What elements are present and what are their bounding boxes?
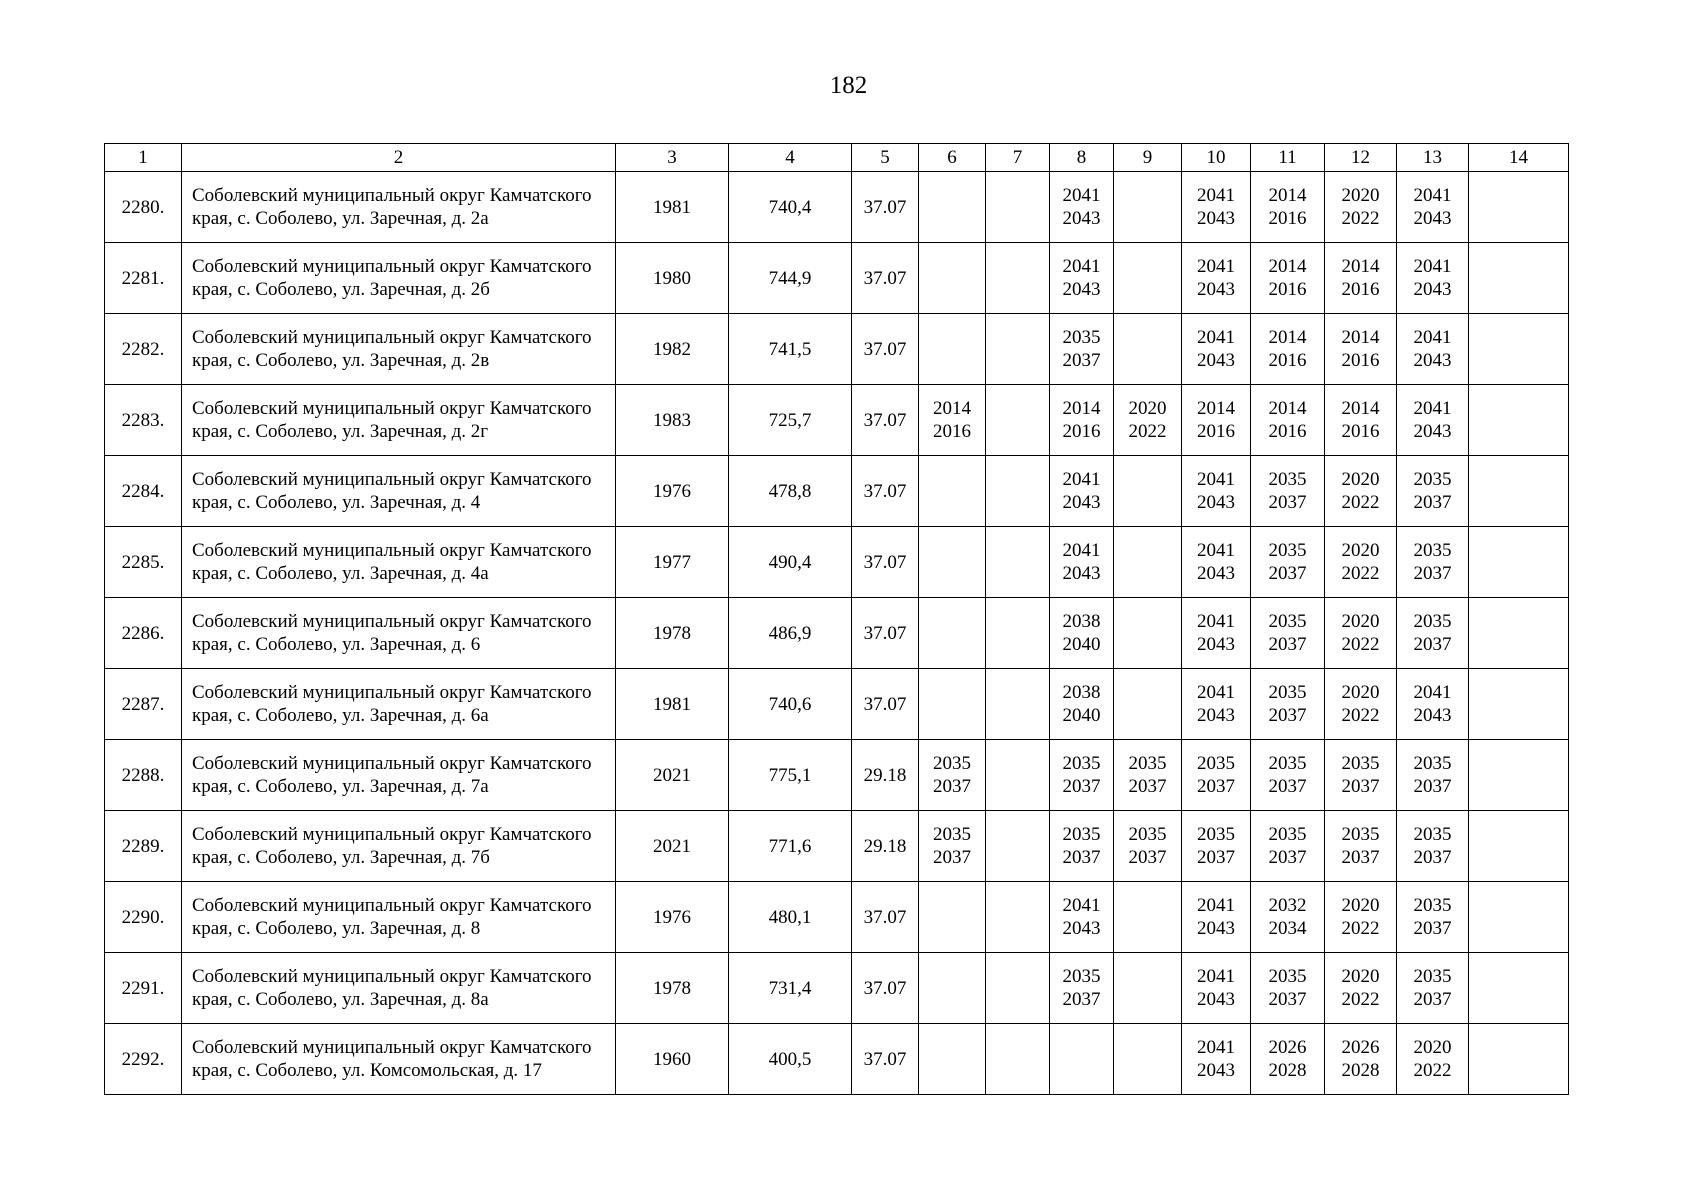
col6-cell: 2014 2016 bbox=[919, 385, 986, 456]
col13-cell: 2035 2037 bbox=[1397, 953, 1469, 1024]
col13-cell: 2041 2043 bbox=[1397, 385, 1469, 456]
address-cell: Соболевский муниципальный округ Камчатского края, с. Соболево, ул. Заречная, д. 4 bbox=[182, 456, 616, 527]
rate-cell: 37.07 bbox=[852, 172, 919, 243]
col12-cell: 2014 2016 bbox=[1325, 243, 1397, 314]
col13-cell: 2035 2037 bbox=[1397, 527, 1469, 598]
address-cell: Соболевский муниципальный округ Камчатского края, с. Соболево, ул. Заречная, д. 2в bbox=[182, 314, 616, 385]
table-row bbox=[105, 1024, 1569, 1095]
col10-cell: 2041 2043 bbox=[1182, 1024, 1251, 1095]
col8-cell: 2038 2040 bbox=[1050, 669, 1114, 740]
table-row bbox=[105, 882, 1569, 953]
col7-cell bbox=[986, 882, 1050, 953]
year-cell: 1976 bbox=[616, 456, 729, 527]
table-row bbox=[105, 243, 1569, 314]
row-number-cell: 2282. bbox=[105, 314, 182, 385]
area-cell: 725,7 bbox=[729, 385, 852, 456]
col8-cell: 2041 2043 bbox=[1050, 243, 1114, 314]
address-cell: Соболевский муниципальный округ Камчатского края, с. Соболево, ул. Заречная, д. 2б bbox=[182, 243, 616, 314]
row-number-cell: 2285. bbox=[105, 527, 182, 598]
area-cell: 740,4 bbox=[729, 172, 852, 243]
area-cell: 486,9 bbox=[729, 598, 852, 669]
col8-cell: 2041 2043 bbox=[1050, 882, 1114, 953]
col14-cell bbox=[1469, 527, 1569, 598]
col6-cell bbox=[919, 1024, 986, 1095]
col9-cell bbox=[1114, 1024, 1182, 1095]
column-header: 13 bbox=[1397, 144, 1469, 172]
col13-cell: 2041 2043 bbox=[1397, 314, 1469, 385]
year-cell: 2021 bbox=[616, 811, 729, 882]
col9-cell bbox=[1114, 527, 1182, 598]
col9-cell bbox=[1114, 669, 1182, 740]
col12-cell: 2020 2022 bbox=[1325, 527, 1397, 598]
area-cell: 731,4 bbox=[729, 953, 852, 1024]
col10-cell: 2041 2043 bbox=[1182, 882, 1251, 953]
table-row bbox=[105, 385, 1569, 456]
col7-cell bbox=[986, 527, 1050, 598]
row-number-cell: 2281. bbox=[105, 243, 182, 314]
address-cell: Соболевский муниципальный округ Камчатского края, с. Соболево, ул. Заречная, д. 6 bbox=[182, 598, 616, 669]
col11-cell: 2035 2037 bbox=[1251, 953, 1325, 1024]
address-cell: Соболевский муниципальный округ Камчатского края, с. Соболево, ул. Заречная, д. 2г bbox=[182, 385, 616, 456]
col7-cell bbox=[986, 811, 1050, 882]
col12-cell: 2020 2022 bbox=[1325, 882, 1397, 953]
area-cell: 490,4 bbox=[729, 527, 852, 598]
column-header: 9 bbox=[1114, 144, 1182, 172]
area-cell: 771,6 bbox=[729, 811, 852, 882]
rate-cell: 37.07 bbox=[852, 1024, 919, 1095]
column-header: 4 bbox=[729, 144, 852, 172]
col9-cell bbox=[1114, 882, 1182, 953]
rate-cell: 37.07 bbox=[852, 953, 919, 1024]
address-cell: Соболевский муниципальный округ Камчатского края, с. Соболево, ул. Заречная, д. 6а bbox=[182, 669, 616, 740]
col9-cell bbox=[1114, 172, 1182, 243]
col9-cell bbox=[1114, 598, 1182, 669]
rate-cell: 29.18 bbox=[852, 811, 919, 882]
col12-cell: 2014 2016 bbox=[1325, 314, 1397, 385]
col6-cell bbox=[919, 953, 986, 1024]
year-cell: 1982 bbox=[616, 314, 729, 385]
rate-cell: 37.07 bbox=[852, 598, 919, 669]
housing-registry-table bbox=[104, 143, 1569, 1095]
address-cell: Соболевский муниципальный округ Камчатского края, с. Соболево, ул. Заречная, д. 4а bbox=[182, 527, 616, 598]
column-header: 12 bbox=[1325, 144, 1397, 172]
col10-cell: 2041 2043 bbox=[1182, 172, 1251, 243]
col11-cell: 2026 2028 bbox=[1251, 1024, 1325, 1095]
row-number-cell: 2290. bbox=[105, 882, 182, 953]
table-row bbox=[105, 953, 1569, 1024]
col11-cell: 2035 2037 bbox=[1251, 740, 1325, 811]
col12-cell: 2020 2022 bbox=[1325, 456, 1397, 527]
col10-cell: 2041 2043 bbox=[1182, 243, 1251, 314]
table-row bbox=[105, 598, 1569, 669]
column-header: 2 bbox=[182, 144, 616, 172]
col12-cell: 2014 2016 bbox=[1325, 385, 1397, 456]
col12-cell: 2020 2022 bbox=[1325, 598, 1397, 669]
col8-cell bbox=[1050, 1024, 1114, 1095]
rate-cell: 37.07 bbox=[852, 882, 919, 953]
col14-cell bbox=[1469, 385, 1569, 456]
area-cell: 744,9 bbox=[729, 243, 852, 314]
col14-cell bbox=[1469, 953, 1569, 1024]
row-number-cell: 2283. bbox=[105, 385, 182, 456]
col6-cell: 2035 2037 bbox=[919, 811, 986, 882]
col10-cell: 2014 2016 bbox=[1182, 385, 1251, 456]
col11-cell: 2035 2037 bbox=[1251, 527, 1325, 598]
col7-cell bbox=[986, 740, 1050, 811]
table-row bbox=[105, 740, 1569, 811]
row-number-cell: 2288. bbox=[105, 740, 182, 811]
column-header: 3 bbox=[616, 144, 729, 172]
col13-cell: 2041 2043 bbox=[1397, 243, 1469, 314]
col13-cell: 2035 2037 bbox=[1397, 598, 1469, 669]
row-number-cell: 2289. bbox=[105, 811, 182, 882]
col11-cell: 2014 2016 bbox=[1251, 314, 1325, 385]
col12-cell: 2020 2022 bbox=[1325, 669, 1397, 740]
area-cell: 740,6 bbox=[729, 669, 852, 740]
col8-cell: 2014 2016 bbox=[1050, 385, 1114, 456]
row-number-cell: 2284. bbox=[105, 456, 182, 527]
col11-cell: 2014 2016 bbox=[1251, 385, 1325, 456]
year-cell: 1981 bbox=[616, 172, 729, 243]
col7-cell bbox=[986, 385, 1050, 456]
year-cell: 1976 bbox=[616, 882, 729, 953]
col9-cell: 2020 2022 bbox=[1114, 385, 1182, 456]
address-cell: Соболевский муниципальный округ Камчатского края, с. Соболево, ул. Заречная, д. 7а bbox=[182, 740, 616, 811]
col12-cell: 2035 2037 bbox=[1325, 740, 1397, 811]
column-header: 10 bbox=[1182, 144, 1251, 172]
col6-cell bbox=[919, 314, 986, 385]
table-row bbox=[105, 456, 1569, 527]
rate-cell: 37.07 bbox=[852, 456, 919, 527]
col14-cell bbox=[1469, 740, 1569, 811]
col14-cell bbox=[1469, 811, 1569, 882]
row-number-cell: 2291. bbox=[105, 953, 182, 1024]
col14-cell bbox=[1469, 598, 1569, 669]
col11-cell: 2035 2037 bbox=[1251, 598, 1325, 669]
col10-cell: 2041 2043 bbox=[1182, 669, 1251, 740]
table-row bbox=[105, 172, 1569, 243]
rate-cell: 29.18 bbox=[852, 740, 919, 811]
col10-cell: 2041 2043 bbox=[1182, 598, 1251, 669]
column-header: 5 bbox=[852, 144, 919, 172]
table-row bbox=[105, 811, 1569, 882]
row-number-cell: 2292. bbox=[105, 1024, 182, 1095]
year-cell: 1981 bbox=[616, 669, 729, 740]
col14-cell bbox=[1469, 456, 1569, 527]
col14-cell bbox=[1469, 314, 1569, 385]
col6-cell bbox=[919, 669, 986, 740]
col11-cell: 2035 2037 bbox=[1251, 456, 1325, 527]
col8-cell: 2041 2043 bbox=[1050, 527, 1114, 598]
table-body bbox=[105, 144, 1569, 1095]
row-number-cell: 2280. bbox=[105, 172, 182, 243]
col10-cell: 2041 2043 bbox=[1182, 953, 1251, 1024]
col14-cell bbox=[1469, 172, 1569, 243]
rate-cell: 37.07 bbox=[852, 314, 919, 385]
col9-cell: 2035 2037 bbox=[1114, 811, 1182, 882]
column-header: 1 bbox=[105, 144, 182, 172]
col11-cell: 2032 2034 bbox=[1251, 882, 1325, 953]
area-cell: 775,1 bbox=[729, 740, 852, 811]
page-number: 182 bbox=[829, 72, 868, 99]
area-cell: 478,8 bbox=[729, 456, 852, 527]
col14-cell bbox=[1469, 669, 1569, 740]
rate-cell: 37.07 bbox=[852, 243, 919, 314]
col11-cell: 2035 2037 bbox=[1251, 669, 1325, 740]
col9-cell bbox=[1114, 953, 1182, 1024]
col7-cell bbox=[986, 243, 1050, 314]
column-number-row bbox=[105, 144, 1569, 172]
rate-cell: 37.07 bbox=[852, 669, 919, 740]
col7-cell bbox=[986, 456, 1050, 527]
col8-cell: 2035 2037 bbox=[1050, 953, 1114, 1024]
table-row bbox=[105, 669, 1569, 740]
col14-cell bbox=[1469, 1024, 1569, 1095]
rate-cell: 37.07 bbox=[852, 527, 919, 598]
address-cell: Соболевский муниципальный округ Камчатского края, с. Соболево, ул. Заречная, д. 7б bbox=[182, 811, 616, 882]
col13-cell: 2035 2037 bbox=[1397, 811, 1469, 882]
col10-cell: 2035 2037 bbox=[1182, 811, 1251, 882]
year-cell: 1978 bbox=[616, 953, 729, 1024]
column-header: 14 bbox=[1469, 144, 1569, 172]
col11-cell: 2035 2037 bbox=[1251, 811, 1325, 882]
year-cell: 1978 bbox=[616, 598, 729, 669]
col8-cell: 2035 2037 bbox=[1050, 740, 1114, 811]
col13-cell: 2035 2037 bbox=[1397, 456, 1469, 527]
col8-cell: 2038 2040 bbox=[1050, 598, 1114, 669]
column-header: 7 bbox=[986, 144, 1050, 172]
col9-cell bbox=[1114, 456, 1182, 527]
address-cell: Соболевский муниципальный округ Камчатского края, с. Соболево, ул. Заречная, д. 2а bbox=[182, 172, 616, 243]
col7-cell bbox=[986, 172, 1050, 243]
col8-cell: 2035 2037 bbox=[1050, 811, 1114, 882]
col14-cell bbox=[1469, 882, 1569, 953]
col9-cell: 2035 2037 bbox=[1114, 740, 1182, 811]
rate-cell: 37.07 bbox=[852, 385, 919, 456]
col6-cell bbox=[919, 456, 986, 527]
col6-cell bbox=[919, 882, 986, 953]
column-header: 8 bbox=[1050, 144, 1114, 172]
row-number-cell: 2286. bbox=[105, 598, 182, 669]
col12-cell: 2020 2022 bbox=[1325, 953, 1397, 1024]
col12-cell: 2035 2037 bbox=[1325, 811, 1397, 882]
col11-cell: 2014 2016 bbox=[1251, 243, 1325, 314]
col6-cell bbox=[919, 527, 986, 598]
col7-cell bbox=[986, 669, 1050, 740]
col6-cell bbox=[919, 243, 986, 314]
area-cell: 741,5 bbox=[729, 314, 852, 385]
area-cell: 480,1 bbox=[729, 882, 852, 953]
col11-cell: 2014 2016 bbox=[1251, 172, 1325, 243]
address-cell: Соболевский муниципальный округ Камчатского края, с. Соболево, ул. Заречная, д. 8 bbox=[182, 882, 616, 953]
column-header: 6 bbox=[919, 144, 986, 172]
col10-cell: 2041 2043 bbox=[1182, 456, 1251, 527]
year-cell: 1980 bbox=[616, 243, 729, 314]
col7-cell bbox=[986, 1024, 1050, 1095]
area-cell: 400,5 bbox=[729, 1024, 852, 1095]
col6-cell bbox=[919, 598, 986, 669]
col7-cell bbox=[986, 598, 1050, 669]
col13-cell: 2041 2043 bbox=[1397, 172, 1469, 243]
col14-cell bbox=[1469, 243, 1569, 314]
col6-cell bbox=[919, 172, 986, 243]
col10-cell: 2035 2037 bbox=[1182, 740, 1251, 811]
row-number-cell: 2287. bbox=[105, 669, 182, 740]
col9-cell bbox=[1114, 243, 1182, 314]
year-cell: 2021 bbox=[616, 740, 729, 811]
address-cell: Соболевский муниципальный округ Камчатского края, с. Соболево, ул. Заречная, д. 8а bbox=[182, 953, 616, 1024]
year-cell: 1960 bbox=[616, 1024, 729, 1095]
col10-cell: 2041 2043 bbox=[1182, 527, 1251, 598]
table-row bbox=[105, 314, 1569, 385]
col6-cell: 2035 2037 bbox=[919, 740, 986, 811]
address-cell: Соболевский муниципальный округ Камчатского края, с. Соболево, ул. Комсомольская, д. 17 bbox=[182, 1024, 616, 1095]
col10-cell: 2041 2043 bbox=[1182, 314, 1251, 385]
col8-cell: 2041 2043 bbox=[1050, 172, 1114, 243]
col13-cell: 2035 2037 bbox=[1397, 882, 1469, 953]
col13-cell: 2020 2022 bbox=[1397, 1024, 1469, 1095]
year-cell: 1977 bbox=[616, 527, 729, 598]
col7-cell bbox=[986, 953, 1050, 1024]
col12-cell: 2026 2028 bbox=[1325, 1024, 1397, 1095]
col8-cell: 2041 2043 bbox=[1050, 456, 1114, 527]
col9-cell bbox=[1114, 314, 1182, 385]
col8-cell: 2035 2037 bbox=[1050, 314, 1114, 385]
col7-cell bbox=[986, 314, 1050, 385]
table-row bbox=[105, 527, 1569, 598]
col13-cell: 2041 2043 bbox=[1397, 669, 1469, 740]
year-cell: 1983 bbox=[616, 385, 729, 456]
col13-cell: 2035 2037 bbox=[1397, 740, 1469, 811]
column-header: 11 bbox=[1251, 144, 1325, 172]
col12-cell: 2020 2022 bbox=[1325, 172, 1397, 243]
